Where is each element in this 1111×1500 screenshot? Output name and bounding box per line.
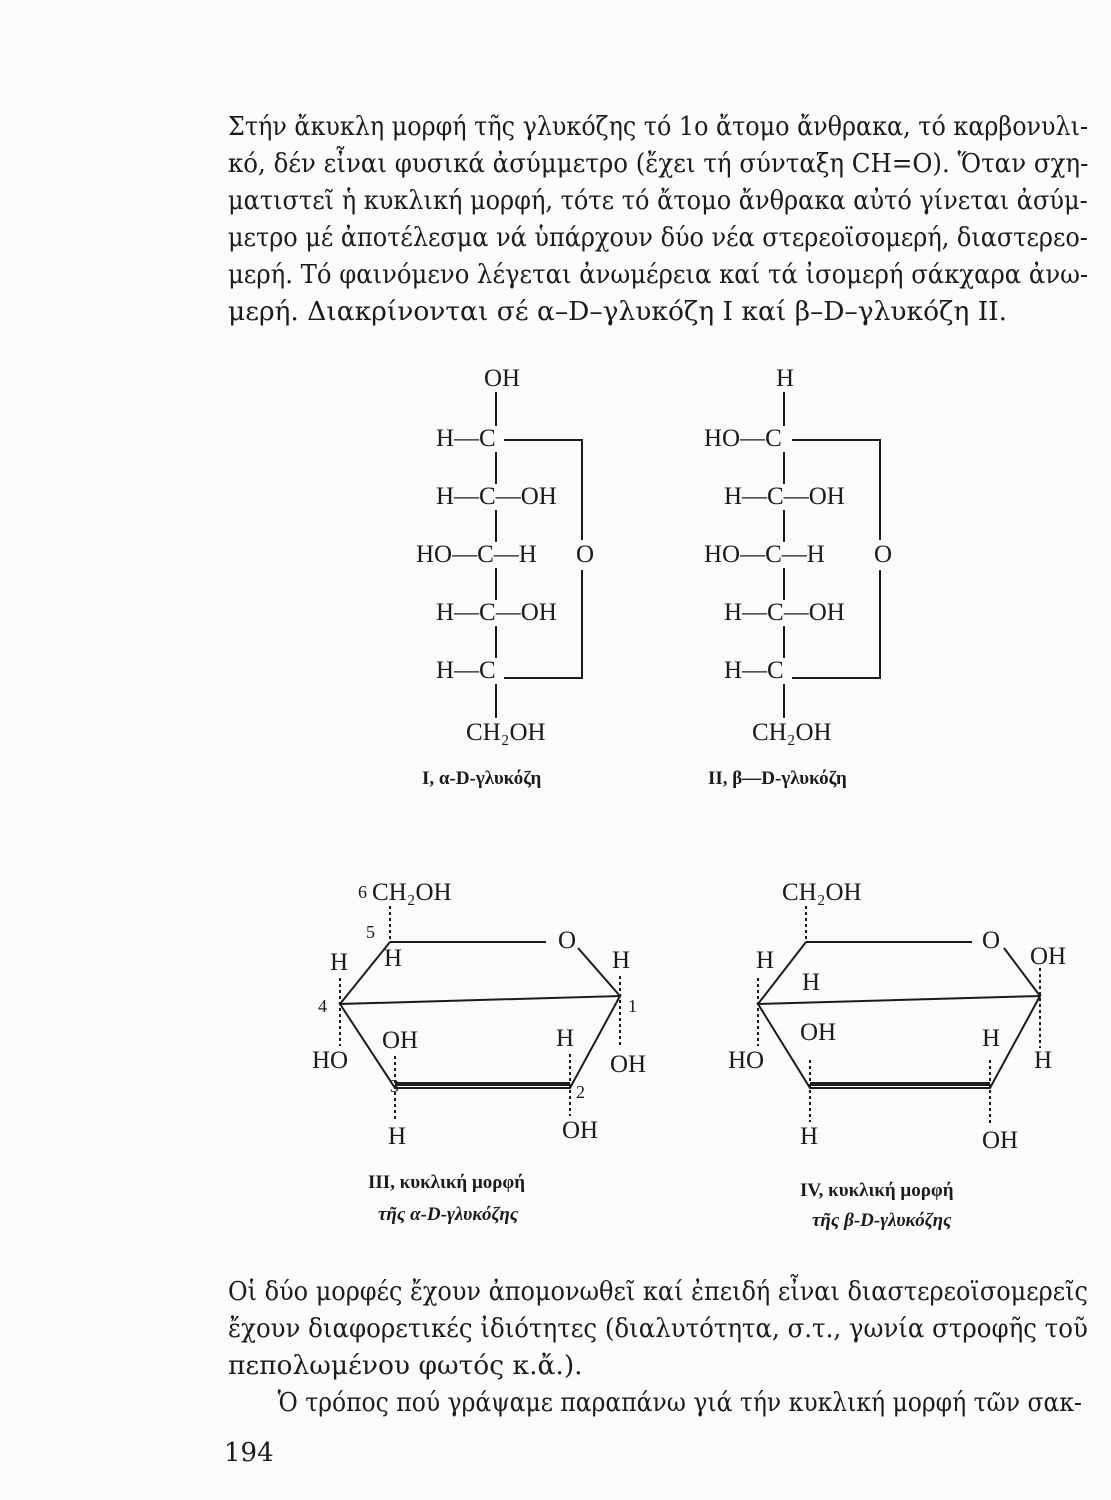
- caption-structure-III: III, κυκλική μορφή: [368, 1172, 526, 1193]
- ch2oh-label: CH₂OH: [782, 879, 862, 906]
- text-line: πεπολωμένου φωτός κ.ἄ.).: [228, 1350, 583, 1381]
- text-line: Οἱ δύο μορφές ἔχουν ἀπομονωθεῖ καί ἐπειδή εἶναι διαστερεοϊσομερεῖς: [228, 1276, 1088, 1307]
- substituent: H: [800, 1123, 819, 1150]
- text-line: ἔχουν διαφορετικές ἰδιότητες (διαλυτότητα, σ.τ., γωνία στροφῆς τοῦ: [228, 1313, 1088, 1344]
- page-number: 194: [224, 1438, 274, 1468]
- substituent: H: [756, 947, 775, 974]
- substituent: H: [1034, 1047, 1053, 1074]
- atom-number: 3: [390, 1076, 399, 1096]
- substituent: HO: [312, 1047, 349, 1074]
- ring-oxygen: O: [576, 541, 595, 568]
- substituent: OH: [382, 1027, 419, 1054]
- fischer-row: CH₂OH: [752, 719, 832, 746]
- ring-oxygen: O: [982, 927, 1001, 954]
- substituent: H: [388, 1123, 407, 1150]
- caption-structure-III-sub: τῆς α-D-γλυκόζης: [378, 1204, 519, 1225]
- atom-number: 2: [576, 1082, 585, 1102]
- atom-number: 1: [628, 996, 637, 1016]
- substituent: OH: [562, 1117, 599, 1144]
- fischer-row: H—C—OH: [436, 599, 557, 626]
- text-line: μετρο μέ ἀποτέλεσμα νά ὑπάρχουν δύο νέα στερεοϊσομερή, διαστερεο-: [228, 222, 1088, 253]
- substituent: H: [612, 947, 631, 974]
- substituent: OH: [610, 1051, 647, 1078]
- text-line: μερή. Τό φαινόμενο λέγεται ἀνωμέρεια καί τά ἰσομερή σάκχαρα ἀνω-: [228, 259, 1089, 290]
- fischer-row: H—C: [724, 657, 784, 684]
- fischer-row: OH: [484, 365, 521, 392]
- fischer-row: HO—C—H: [416, 541, 537, 568]
- fischer-row: H—C: [436, 425, 496, 452]
- structure-beta-haworth: [728, 879, 1066, 1231]
- fischer-row: H—C—OH: [436, 483, 557, 510]
- substituent: OH: [1030, 943, 1067, 970]
- atom-number: 5: [366, 922, 375, 942]
- fischer-row: H—C—OH: [724, 483, 845, 510]
- substituent: H: [330, 949, 349, 976]
- fischer-row: HO—C—H: [704, 541, 825, 568]
- substituent: H: [556, 1025, 575, 1052]
- caption-structure-IV: IV, κυκλική μορφή: [800, 1180, 954, 1201]
- fischer-row: H—C—OH: [724, 599, 845, 626]
- structure-alpha-fischer: [416, 365, 594, 789]
- fischer-row: H: [776, 365, 795, 392]
- outro-paragraph: [228, 1273, 1088, 1421]
- substituent: H: [802, 969, 821, 996]
- atom-number: 4: [318, 996, 327, 1016]
- text-line: κό, δέν εἶναι φυσικά ἀσύμμετρο (ἔχει τή σύνταξη CH=O). Ὅταν σχη-: [228, 148, 1089, 179]
- ring-oxygen: O: [558, 927, 577, 954]
- fischer-row: HO—C: [704, 425, 782, 452]
- atom-number: 6: [358, 882, 367, 902]
- caption-structure-II: II, β—D-γλυκόζη: [708, 768, 847, 789]
- text-line: Στήν ἄκυκλη μορφή τῆς γλυκόζης τό 1ο ἄτομο ἄνθρακα, τό καρβονυλι-: [228, 111, 1089, 142]
- substituent: H: [384, 945, 403, 972]
- text-line: ματιστεῖ ἡ κυκλική μορφή, τότε τό ἄτομο ἄνθρακα αὐτό γίνεται ἀσύμ-: [228, 185, 1088, 216]
- structure-alpha-haworth: [312, 879, 646, 1225]
- substituent: OH: [800, 1019, 837, 1046]
- ch2oh-label: CH₂OH: [372, 879, 452, 906]
- substituent: H: [982, 1025, 1001, 1052]
- substituent: HO: [728, 1047, 765, 1074]
- ring-oxygen: O: [874, 541, 893, 568]
- caption-structure-IV-sub: τῆς β-D-γλυκόζης: [812, 1210, 952, 1231]
- text-line: μερή. Διακρίνονται σέ α–D–γλυκόζη I καί β–D–γλυκόζη II.: [228, 296, 1008, 327]
- fischer-row: CH₂OH: [466, 719, 546, 746]
- structure-beta-fischer: [704, 365, 892, 789]
- caption-structure-I: I, α-D-γλυκόζη: [422, 768, 542, 789]
- substituent: OH: [982, 1127, 1019, 1154]
- text-line: Ὁ τρόπος πού γράψαμε παραπάνω γιά τήν κυκλική μορφή τῶν σακ-: [277, 1387, 1082, 1418]
- fischer-row: H—C: [436, 657, 496, 684]
